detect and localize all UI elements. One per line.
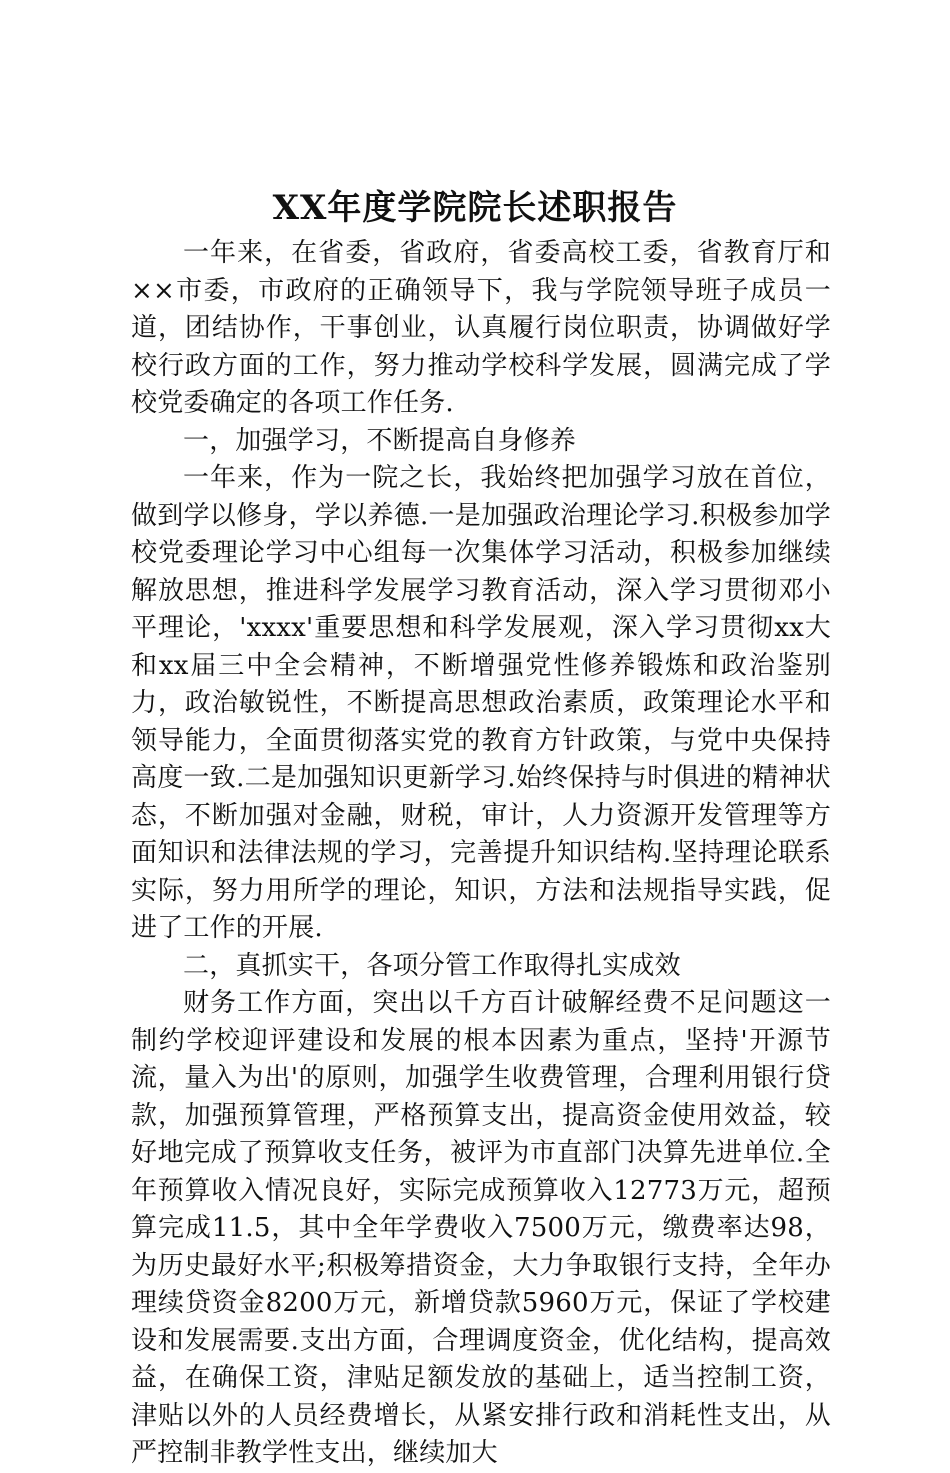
intro-paragraph: 一年来，在省委，省政府，省委高校工委，省教育厅和××市委，市政府的正确领导下，我与学院领导班子成员一道，团结协作，干事创业，认真履行岗位职责，协调做好学校行政方面的工作，努力推动学校科学发展，圆满完成了学校党委确定的各项工作任务.: [131, 238, 831, 418]
section-heading-1: 一，加强学习，不断提高自身修养: [183, 425, 577, 456]
section-2-paragraph: 财务工作方面，突出以千方百计破解经费不足问题这一制约学校迎评建设和发展的根本因素为重点，坚持'开源节流，量入为出'的原则，加强学生收费管理，合理利用银行贷款，加强预算管理，严格预算支出，提高资金使用效益，较好地完成了预算收支任务，被评为市直部门决算先进单位.全年预算收入情况良好，实际完成预算收入12773万元，超预算完成11.5，其中全年学费收入7500万元，缴费率达98，为历史最好水平;积极筹措资金，大力争取银行支持，全年办理续贷资金8200万元，新增贷款5960万元，保证了学校建设和发展需要.支出方面，合理调度资金，优化结构，提高效益，在确保工资，津贴足额发放的基础上，适当控制工资，津贴以外的人员经费增长，从紧安排行政和消耗性支出，从严控制非教学性支出，继续加大: [131, 988, 831, 1468]
document-title: XX年度学院院长述职报告: [272, 188, 678, 228]
section-heading-2: 二，真抓实干，各项分管工作取得扎实成效: [183, 950, 681, 981]
section-1-paragraph: 一年来，作为一院之长，我始终把加强学习放在首位，做到学以修身，学以养德.一是加强政治理论学习.积极参加学校党委理论学习中心组每一次集体学习活动，积极参加继续解放思想，推进科学发展学习教育活动，深入学习贯彻邓小平理论，'xxxx'重要思想和科学发展观，深入学习贯彻xx大和xx届三中全会精神，不断增强党性修养锻炼和政治鉴别力，政治敏锐性，不断提高思想政治素质，政策理论水平和领导能力，全面贯彻落实党的教育方针政策，与党中央保持高度一致.二是加强知识更新学习.始终保持与时俱进的精神状态，不断加强对金融，财税，审计，人力资源开发管理等方面知识和法律法规的学习，完善提升知识结构.坚持理论联系实际，努力用所学的理论，知识，方法和法规指导实践，促进了工作的开展.: [131, 463, 831, 943]
document-body: [131, 235, 831, 1473]
